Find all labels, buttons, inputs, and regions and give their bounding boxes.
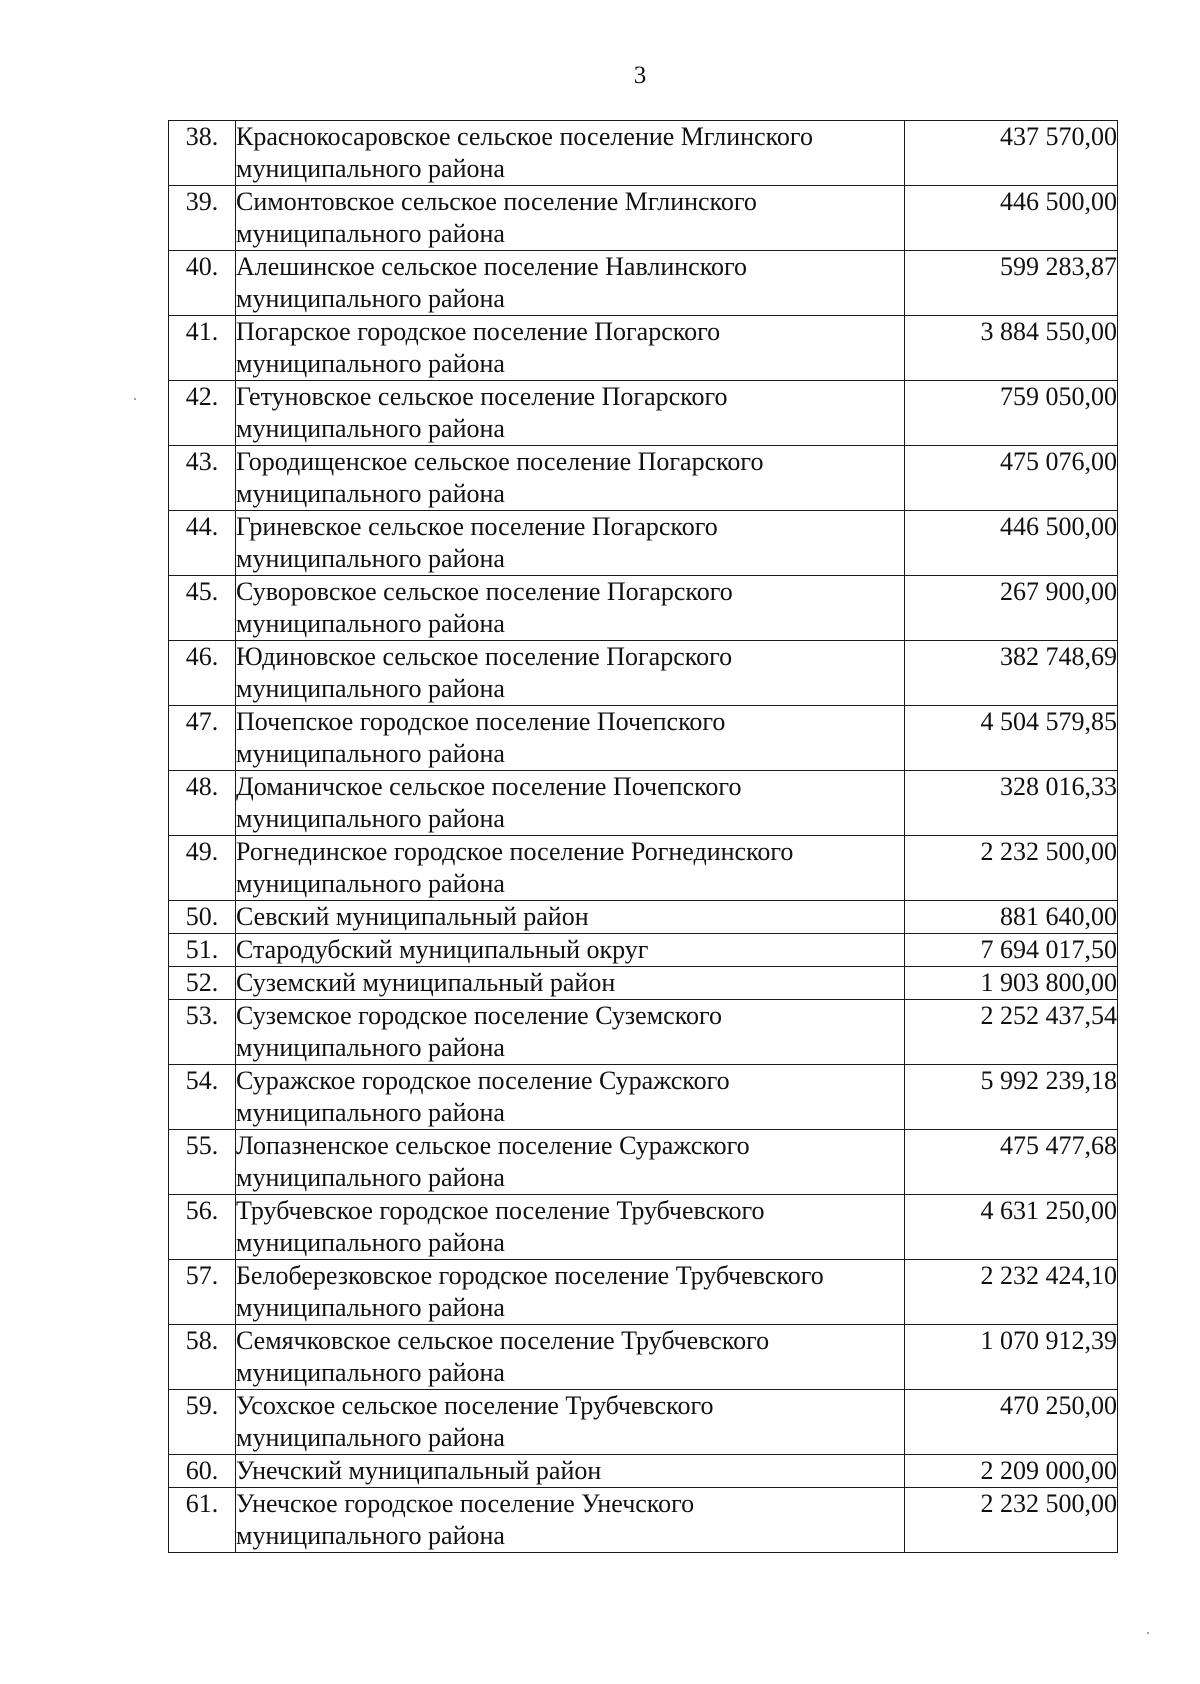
name-line: муниципального района bbox=[236, 1358, 505, 1387]
name-line: муниципального района bbox=[236, 869, 505, 898]
name-line: муниципального района bbox=[236, 544, 505, 573]
name-line: муниципального района bbox=[236, 1033, 505, 1062]
amount: 4 504 579,85 bbox=[905, 706, 1118, 771]
amount: 3 884 550,00 bbox=[905, 316, 1118, 381]
table-row bbox=[169, 1000, 1118, 1065]
municipality-name bbox=[236, 1195, 905, 1260]
name-line: муниципального района bbox=[236, 1098, 505, 1127]
scan-speck bbox=[1147, 1632, 1149, 1634]
name-line: Городищенское сельское поселение Погарского bbox=[236, 447, 764, 476]
name-line: муниципального района bbox=[236, 414, 505, 443]
name-line: Суземское городское поселение Суземского bbox=[236, 1001, 723, 1030]
name-line: Почепское городское поселение Почепского bbox=[236, 707, 726, 736]
name-line: Юдиновское сельское поселение Погарского bbox=[236, 642, 733, 671]
municipality-name bbox=[236, 836, 905, 901]
row-number: 38. bbox=[169, 121, 236, 186]
name-line: Рогнединское городское поселение Рогнединского bbox=[236, 837, 794, 866]
row-number: 53. bbox=[169, 1000, 236, 1065]
row-number: 60. bbox=[169, 1455, 236, 1488]
table-row bbox=[169, 186, 1118, 251]
municipality-name bbox=[236, 901, 905, 934]
amount: 2 232 500,00 bbox=[905, 1488, 1118, 1553]
table-row bbox=[169, 446, 1118, 511]
row-number: 52. bbox=[169, 967, 236, 1000]
name-line: муниципального района bbox=[236, 1423, 505, 1452]
table-row bbox=[169, 576, 1118, 641]
row-number: 40. bbox=[169, 251, 236, 316]
name-line: муниципального района bbox=[236, 1163, 505, 1192]
name-line: муниципального района bbox=[236, 284, 505, 313]
municipality-name bbox=[236, 1488, 905, 1553]
municipality-name bbox=[236, 1325, 905, 1390]
name-line: муниципального района bbox=[236, 804, 505, 833]
municipality-name bbox=[236, 706, 905, 771]
table-row bbox=[169, 1488, 1118, 1553]
name-line: Трубчевское городское поселение Трубчевского bbox=[236, 1196, 765, 1225]
table-row bbox=[169, 381, 1118, 446]
name-line: Унечское городское поселение Унечского bbox=[236, 1489, 695, 1518]
name-line: Суземский муниципальный район bbox=[236, 968, 616, 997]
municipality-name bbox=[236, 1065, 905, 1130]
table-row bbox=[169, 1065, 1118, 1130]
municipality-name bbox=[236, 934, 905, 967]
amount: 1 070 912,39 bbox=[905, 1325, 1118, 1390]
name-line: Усохское сельское поселение Трубчевского bbox=[236, 1391, 714, 1420]
table-row bbox=[169, 706, 1118, 771]
row-number: 61. bbox=[169, 1488, 236, 1553]
name-line: Доманичское сельское поселение Почепского bbox=[236, 772, 742, 801]
municipality-name bbox=[236, 251, 905, 316]
table-body bbox=[169, 121, 1118, 1553]
name-line: Суражское городское поселение Суражского bbox=[236, 1066, 730, 1095]
name-line: Гриневское сельское поселение Погарского bbox=[236, 512, 718, 541]
municipality-name bbox=[236, 1000, 905, 1065]
name-line: муниципального района bbox=[236, 154, 505, 183]
table-row bbox=[169, 511, 1118, 576]
name-line: Стародубский муниципальный округ bbox=[236, 935, 649, 964]
row-number: 56. bbox=[169, 1195, 236, 1260]
name-line: Гетуновское сельское поселение Погарского bbox=[236, 382, 728, 411]
amount: 475 477,68 bbox=[905, 1130, 1118, 1195]
amount: 599 283,87 bbox=[905, 251, 1118, 316]
name-line: Унечский муниципальный район bbox=[236, 1456, 602, 1485]
amount: 446 500,00 bbox=[905, 186, 1118, 251]
amount: 382 748,69 bbox=[905, 641, 1118, 706]
row-number: 50. bbox=[169, 901, 236, 934]
municipality-name bbox=[236, 316, 905, 381]
row-number: 45. bbox=[169, 576, 236, 641]
row-number: 59. bbox=[169, 1390, 236, 1455]
name-line: муниципального района bbox=[236, 479, 505, 508]
amount: 446 500,00 bbox=[905, 511, 1118, 576]
scan-speck bbox=[134, 398, 136, 400]
table-row bbox=[169, 1130, 1118, 1195]
name-line: муниципального района bbox=[236, 219, 505, 248]
amount: 7 694 017,50 bbox=[905, 934, 1118, 967]
amount: 475 076,00 bbox=[905, 446, 1118, 511]
row-number: 49. bbox=[169, 836, 236, 901]
table-row bbox=[169, 641, 1118, 706]
table-row bbox=[169, 1260, 1118, 1325]
name-line: Суворовское сельское поселение Погарского bbox=[236, 577, 733, 606]
row-number: 47. bbox=[169, 706, 236, 771]
amount: 5 992 239,18 bbox=[905, 1065, 1118, 1130]
municipality-name bbox=[236, 1260, 905, 1325]
table-row bbox=[169, 1455, 1118, 1488]
table-row bbox=[169, 771, 1118, 836]
municipality-name bbox=[236, 1390, 905, 1455]
table-row bbox=[169, 251, 1118, 316]
name-line: муниципального района bbox=[236, 1228, 505, 1257]
page-number: 3 bbox=[633, 62, 647, 89]
municipality-name bbox=[236, 1455, 905, 1488]
row-number: 48. bbox=[169, 771, 236, 836]
municipality-name bbox=[236, 121, 905, 186]
municipality-name bbox=[236, 511, 905, 576]
name-line: Краснокосаровское сельское поселение Мглинского bbox=[236, 122, 813, 151]
row-number: 54. bbox=[169, 1065, 236, 1130]
amount: 470 250,00 bbox=[905, 1390, 1118, 1455]
table-row bbox=[169, 1325, 1118, 1390]
table-row bbox=[169, 121, 1118, 186]
row-number: 42. bbox=[169, 381, 236, 446]
amount: 2 232 500,00 bbox=[905, 836, 1118, 901]
municipality-name bbox=[236, 967, 905, 1000]
amount: 4 631 250,00 bbox=[905, 1195, 1118, 1260]
amount: 2 232 424,10 bbox=[905, 1260, 1118, 1325]
row-number: 39. bbox=[169, 186, 236, 251]
table-row bbox=[169, 901, 1118, 934]
amount: 759 050,00 bbox=[905, 381, 1118, 446]
table-row bbox=[169, 316, 1118, 381]
row-number: 46. bbox=[169, 641, 236, 706]
name-line: Лопазненское сельское поселение Суражского bbox=[236, 1131, 750, 1160]
municipality-name bbox=[236, 186, 905, 251]
row-number: 51. bbox=[169, 934, 236, 967]
municipality-name bbox=[236, 381, 905, 446]
table-row bbox=[169, 967, 1118, 1000]
amount: 328 016,33 bbox=[905, 771, 1118, 836]
name-line: Симонтовское сельское поселение Мглинского bbox=[236, 187, 757, 216]
name-line: муниципального района bbox=[236, 739, 505, 768]
name-line: Белоберезковское городское поселение Трубчевского bbox=[236, 1261, 824, 1290]
amount: 2 209 000,00 bbox=[905, 1455, 1118, 1488]
municipality-name bbox=[236, 641, 905, 706]
table-row bbox=[169, 836, 1118, 901]
name-line: Севский муниципальный район bbox=[236, 902, 589, 931]
name-line: Алешинское сельское поселение Навлинского bbox=[236, 252, 748, 281]
table-row bbox=[169, 1195, 1118, 1260]
row-number: 44. bbox=[169, 511, 236, 576]
name-line: Семячковское сельское поселение Трубчевского bbox=[236, 1326, 770, 1355]
amount: 2 252 437,54 bbox=[905, 1000, 1118, 1065]
allocation-table bbox=[168, 120, 1118, 1553]
row-number: 58. bbox=[169, 1325, 236, 1390]
row-number: 43. bbox=[169, 446, 236, 511]
municipality-name bbox=[236, 576, 905, 641]
row-number: 41. bbox=[169, 316, 236, 381]
municipality-name bbox=[236, 446, 905, 511]
municipality-name bbox=[236, 771, 905, 836]
amount: 1 903 800,00 bbox=[905, 967, 1118, 1000]
table-row bbox=[169, 1390, 1118, 1455]
amount: 437 570,00 bbox=[905, 121, 1118, 186]
name-line: муниципального района bbox=[236, 674, 505, 703]
amount: 267 900,00 bbox=[905, 576, 1118, 641]
name-line: муниципального района bbox=[236, 609, 505, 638]
row-number: 55. bbox=[169, 1130, 236, 1195]
name-line: Погарское городское поселение Погарского bbox=[236, 317, 721, 346]
table-row bbox=[169, 934, 1118, 967]
name-line: муниципального района bbox=[236, 1293, 505, 1322]
name-line: муниципального района bbox=[236, 1521, 505, 1550]
row-number: 57. bbox=[169, 1260, 236, 1325]
municipality-name bbox=[236, 1130, 905, 1195]
name-line: муниципального района bbox=[236, 349, 505, 378]
amount: 881 640,00 bbox=[905, 901, 1118, 934]
